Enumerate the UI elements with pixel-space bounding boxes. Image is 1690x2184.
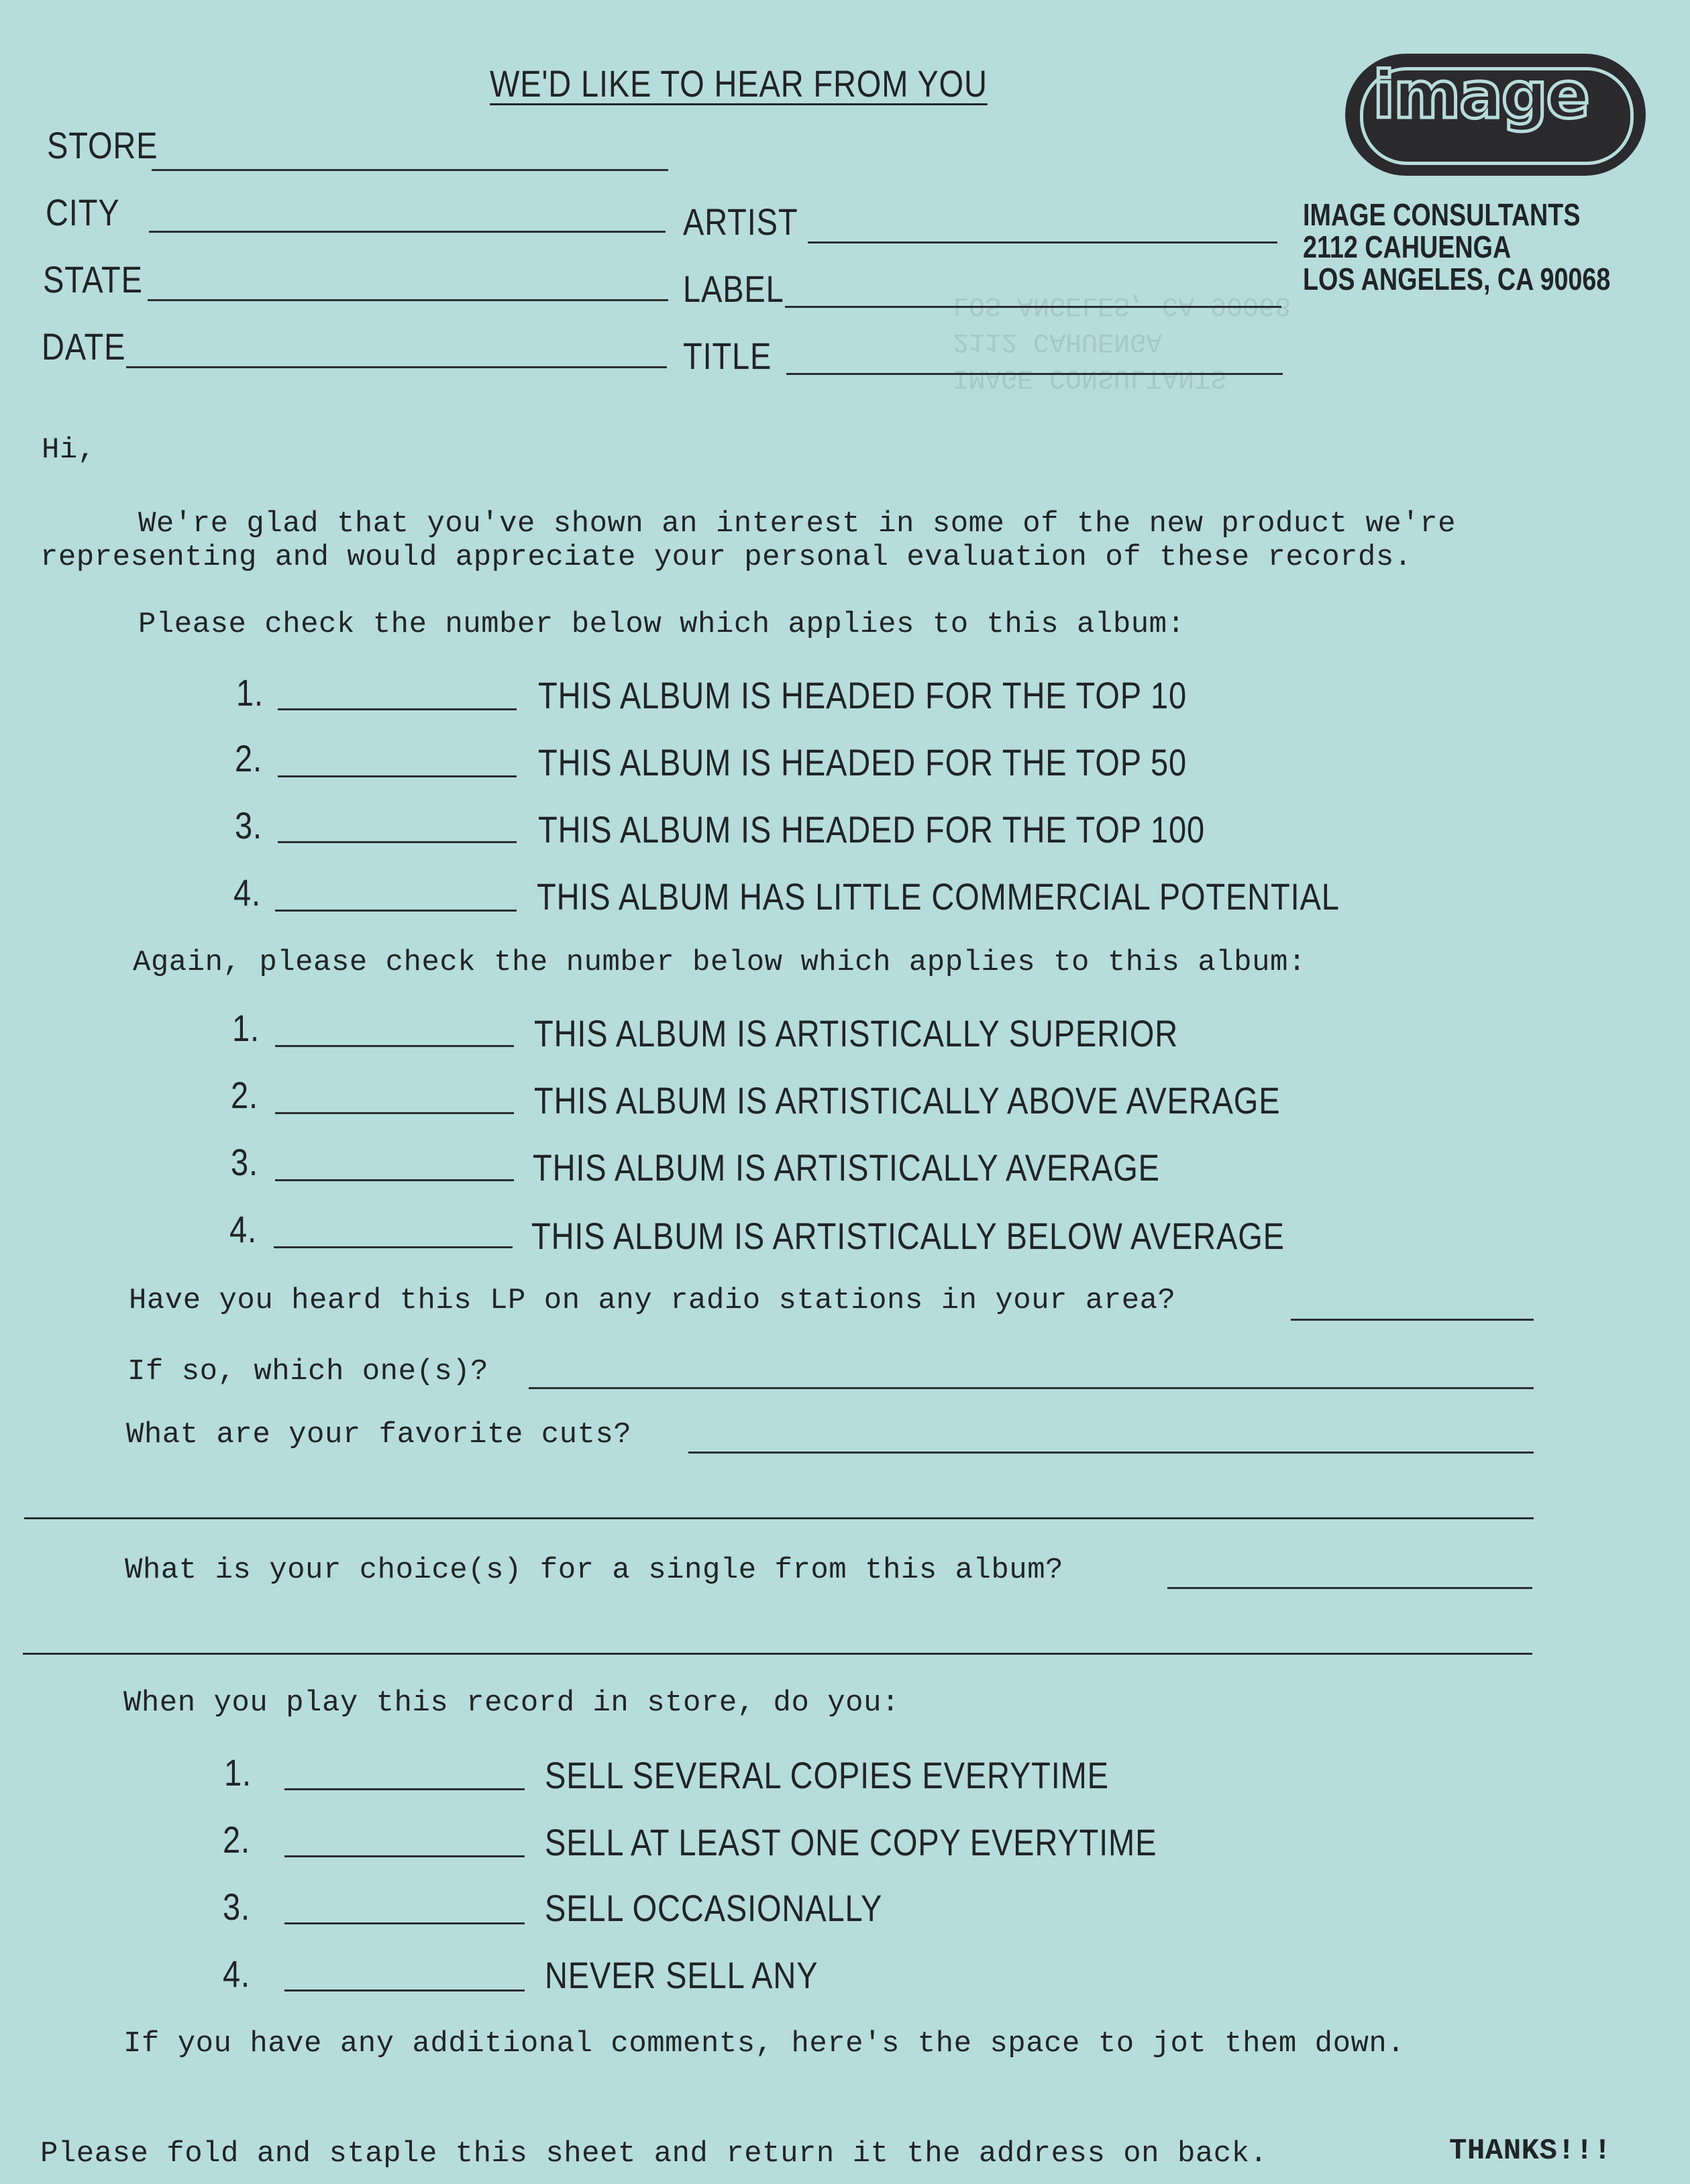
- favorite-cuts-question: What are your favorite cuts?: [126, 1418, 632, 1452]
- intro-line-2: representing and would appreciate your personal evaluation of these records.: [40, 541, 1412, 574]
- show-through-text: 2112 CAHUENGA: [953, 326, 1163, 356]
- greeting: Hi,: [42, 433, 96, 467]
- intro-line-1: We're glad that you've shown an interest in some of the new product we're: [138, 507, 1457, 541]
- label-label: LABEL: [683, 268, 784, 310]
- option-text: THIS ALBUM IS HEADED FOR THE TOP 50: [538, 741, 1187, 783]
- check-blank[interactable]: [284, 1788, 525, 1790]
- radio-answer-field[interactable]: [1291, 1319, 1534, 1321]
- option-number: 1.: [236, 671, 264, 714]
- check-blank[interactable]: [284, 1922, 525, 1924]
- radio-question: Have you heard this LP on any radio stations in your area?: [129, 1284, 1176, 1317]
- option-text: NEVER SELL ANY: [545, 1954, 818, 1996]
- option-number: 3.: [223, 1886, 250, 1928]
- title-field[interactable]: [786, 373, 1283, 375]
- option-number: 4.: [233, 871, 261, 914]
- show-through-text: IMAGE CONSULTANTS: [953, 362, 1227, 392]
- state-label: STATE: [43, 258, 143, 301]
- label-field[interactable]: [785, 306, 1281, 308]
- company-city: LOS ANGELES, CA 90068: [1303, 262, 1611, 296]
- return-instructions: Please fold and staple this sheet and return it the address on back.: [40, 2137, 1268, 2171]
- section3-prompt: When you play this record in store, do you:: [123, 1686, 900, 1720]
- city-label: CITY: [46, 191, 120, 233]
- favorite-cuts-field-line-2[interactable]: [24, 1517, 1534, 1519]
- check-blank[interactable]: [275, 910, 517, 912]
- check-blank[interactable]: [284, 1989, 525, 1991]
- option-text: THIS ALBUM IS HEADED FOR THE TOP 100: [538, 808, 1205, 851]
- which-stations-question: If so, which one(s)?: [127, 1355, 489, 1388]
- check-blank[interactable]: [278, 708, 517, 710]
- option-text: THIS ALBUM IS ARTISTICALLY AVERAGE: [533, 1146, 1160, 1189]
- option-text: THIS ALBUM IS ARTISTICALLY BELOW AVERAGE: [531, 1215, 1285, 1257]
- option-number: 1.: [224, 1751, 252, 1794]
- image-logo: [1345, 54, 1646, 176]
- state-field[interactable]: [148, 299, 668, 301]
- date-field[interactable]: [126, 366, 667, 368]
- option-text: SELL AT LEAST ONE COPY EVERYTIME: [545, 1821, 1157, 1863]
- single-choice-question: What is your choice(s) for a single from this album?: [125, 1553, 1064, 1587]
- check-blank[interactable]: [278, 775, 517, 777]
- option-number: 4.: [223, 1953, 250, 1995]
- check-blank[interactable]: [278, 841, 517, 843]
- date-label: DATE: [42, 325, 126, 368]
- section1-prompt: Please check the number below which applies to this album:: [138, 608, 1185, 641]
- thanks-text: THANKS!!!: [1449, 2134, 1612, 2168]
- option-number: 1.: [232, 1007, 260, 1049]
- option-number: 2.: [235, 737, 262, 779]
- artist-label: ARTIST: [683, 201, 798, 243]
- option-number: 2.: [223, 1818, 250, 1861]
- store-field[interactable]: [152, 169, 668, 171]
- option-text: THIS ALBUM IS HEADED FOR THE TOP 10: [538, 674, 1187, 716]
- option-text: THIS ALBUM IS ARTISTICALLY SUPERIOR: [534, 1012, 1179, 1054]
- option-number: 2.: [231, 1074, 258, 1116]
- option-number: 3.: [231, 1141, 258, 1183]
- title-label: TITLE: [683, 335, 772, 377]
- artist-field[interactable]: [808, 241, 1277, 243]
- option-number: 3.: [235, 804, 262, 847]
- section2-prompt: Again, please check the number below which applies to this album:: [133, 946, 1306, 979]
- check-blank[interactable]: [274, 1246, 513, 1248]
- company-street: 2112 CAHUENGA: [1303, 229, 1512, 264]
- option-text: SELL SEVERAL COPIES EVERYTIME: [545, 1754, 1109, 1796]
- city-field[interactable]: [149, 231, 666, 233]
- which-stations-field[interactable]: [529, 1387, 1534, 1389]
- logo-wordmark: image: [1373, 58, 1589, 133]
- option-text: THIS ALBUM IS ARTISTICALLY ABOVE AVERAGE: [534, 1079, 1281, 1122]
- option-number: 4.: [229, 1208, 257, 1250]
- favorite-cuts-field[interactable]: [688, 1452, 1534, 1454]
- check-blank[interactable]: [275, 1179, 514, 1181]
- comments-prompt: If you have any additional comments, here's the space to jot them down.: [123, 2027, 1406, 2061]
- check-blank[interactable]: [275, 1045, 514, 1047]
- single-choice-field-line-2[interactable]: [23, 1653, 1532, 1655]
- single-choice-field[interactable]: [1167, 1587, 1532, 1589]
- company-name: IMAGE CONSULTANTS: [1303, 197, 1581, 232]
- store-label: STORE: [47, 124, 158, 166]
- form-title: WE'D LIKE TO HEAR FROM YOU: [490, 62, 988, 105]
- option-text: SELL OCCASIONALLY: [545, 1887, 883, 1929]
- check-blank[interactable]: [275, 1112, 514, 1114]
- check-blank[interactable]: [284, 1855, 525, 1857]
- show-through-text: LOS ANGELES, CA 90068: [953, 290, 1291, 320]
- option-text: THIS ALBUM HAS LITTLE COMMERCIAL POTENTIAL: [537, 875, 1340, 918]
